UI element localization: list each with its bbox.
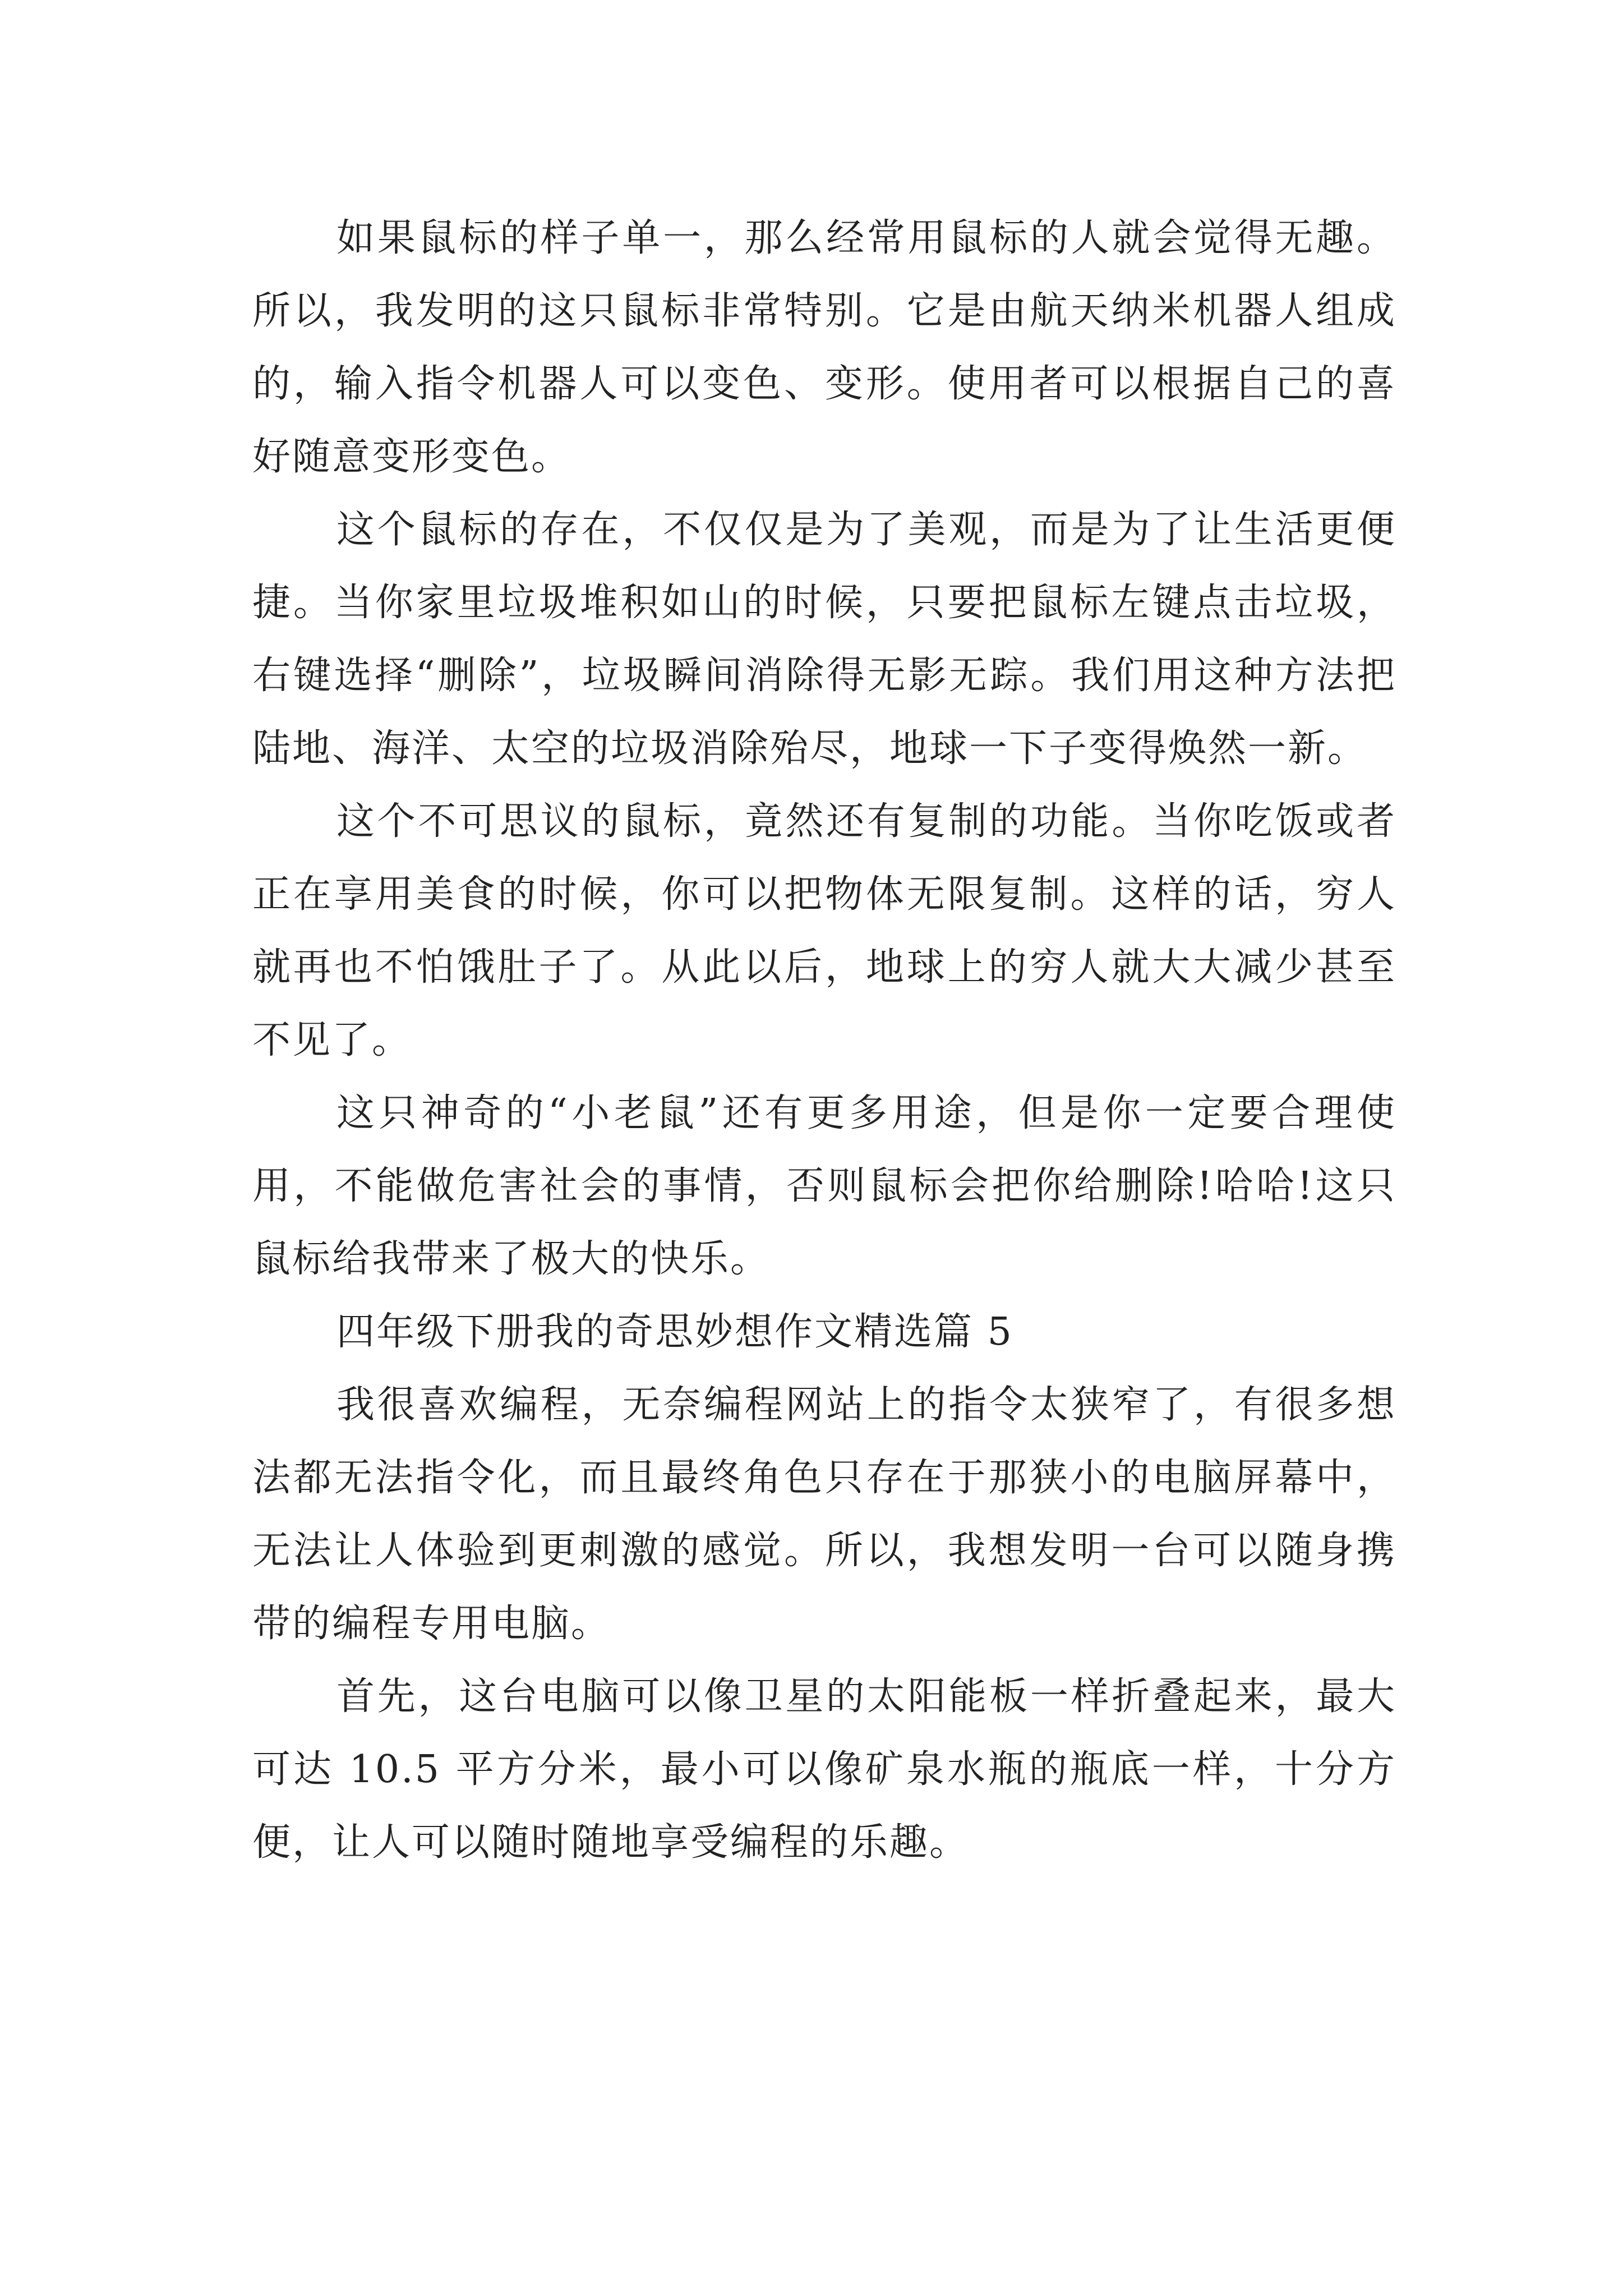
paragraph-2: 这个鼠标的存在，不仅仅是为了美观，而是为了让生活更便捷。当你家里垃圾堆积如山的时候，只要把鼠标左键点击垃圾，右键选择“删除”，垃圾瞬间消除得无影无踪。我们用这种方法把陆地、海洋、太空的垃圾消除殆尽，地球一下子变得焕然一新。 [252,508,1396,771]
section-title: 四年级下册我的奇思妙想作文精选篇 5 [336,1310,1013,1354]
paragraph-5: 我很喜欢编程，无奈编程网站上的指令太狭窄了，有很多想法都无法指令化，而且最终角色只存在于那狭小的电脑屏幕中，无法让人体验到更刺激的感觉。所以，我想发明一台可以随身携带的编程专用电脑。 [252,1383,1396,1646]
paragraph-4: 这只神奇的“小老鼠”还有更多用途，但是你一定要合理使用，不能做危害社会的事情，否则鼠标会把你给删除!哈哈!这只鼠标给我带来了极大的快乐。 [252,1091,1396,1281]
document-body [252,202,1396,1879]
paragraph-6: 首先，这台电脑可以像卫星的太阳能板一样折叠起来，最大可达 10.5 平方分米，最小可以像矿泉水瓶的瓶底一样，十分方便，让人可以随时随地享受编程的乐趣。 [252,1674,1396,1865]
paragraph-1: 如果鼠标的样子单一，那么经常用鼠标的人就会觉得无趣。所以，我发明的这只鼠标非常特别。它是由航天纳米机器人组成的，输入指令机器人可以变色、变形。使用者可以根据自己的喜好随意变形变色。 [252,216,1396,479]
paragraph-3: 这个不可思议的鼠标，竟然还有复制的功能。当你吃饭或者正在享用美食的时候，你可以把物体无限复制。这样的话，穷人就再也不怕饿肚子了。从此以后，地球上的穷人就大大减少甚至不见了。 [252,799,1396,1062]
